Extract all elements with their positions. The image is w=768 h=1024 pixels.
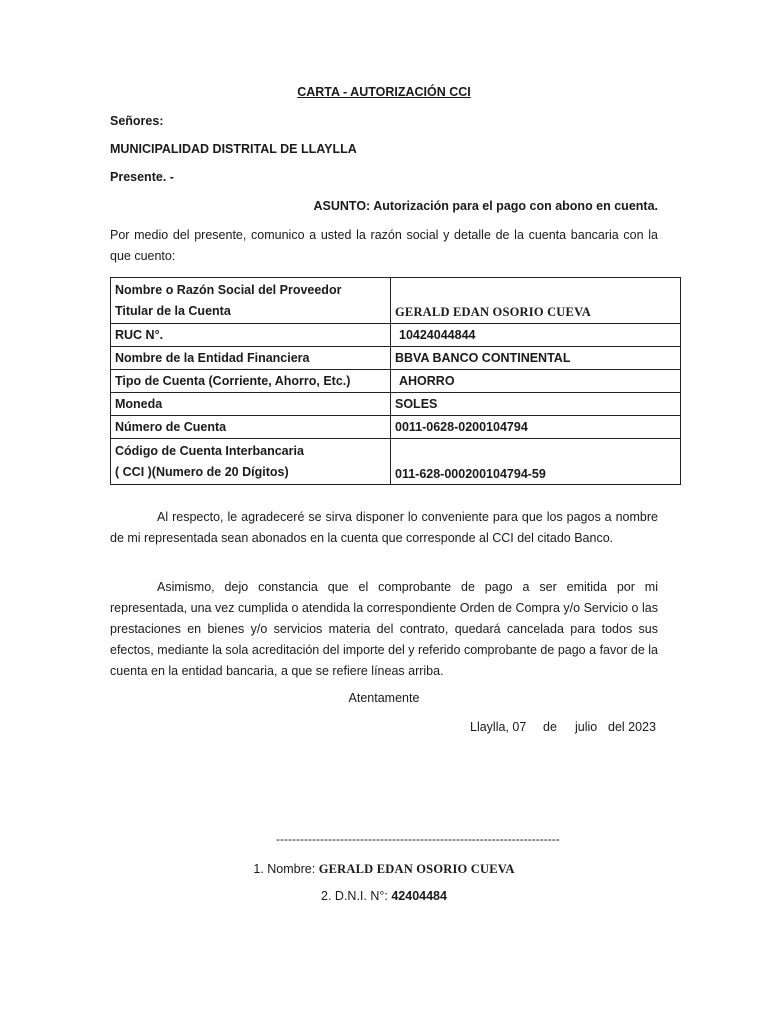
paragraph-2: Asimismo, dejo constancia que el comprobante de pago a ser emitida por mi representada, una vez cumplida o atendida la correspondiente Orden de Compra y/o Servicio o las prestaciones en bienes y/o servicios materia del contrato, quedará cancelada para todos sus efectos, mediante la sola acreditación del importe del y referido comprobante de pago a favor de la cuenta en la entidad bancaria, a que se refiere líneas arriba.	[110, 580, 658, 678]
row-label: Nombre de la Entidad Financiera	[111, 347, 391, 370]
cci-value: 011-628-000200104794-59	[391, 439, 681, 485]
table-row	[111, 324, 681, 347]
signature-dni-value: 42404484	[391, 889, 447, 903]
signature-dni	[0, 889, 768, 903]
row-label	[111, 439, 391, 485]
row-label: Moneda	[111, 393, 391, 416]
table-row	[111, 278, 681, 324]
bank-value: BBVA BANCO CONTINENTAL	[391, 347, 681, 370]
letter-title: CARTA - AUTORIZACIÓN CCI	[297, 85, 471, 99]
row-label-line1: Código de Cuenta Interbancaria	[115, 443, 304, 458]
date-year: del 2023	[608, 720, 656, 734]
subject-line	[314, 199, 659, 213]
recipient: MUNICIPALIDAD DISTRITAL DE LLAYLLA	[110, 142, 357, 156]
table-row	[111, 439, 681, 485]
row-label-line1: Nombre o Razón Social del Proveedor	[115, 282, 342, 297]
closing: Atentamente	[348, 691, 420, 705]
table-row	[111, 370, 681, 393]
date-de: de	[543, 720, 557, 734]
subject-text: Autorización para el pago con abono en cuenta.	[373, 199, 658, 213]
currency-value: SOLES	[391, 393, 681, 416]
salutation: Señores:	[110, 114, 164, 128]
intro-paragraph: Por medio del presente, comunico a usted la razón social y detalle de la cuenta bancaria con la que cuento:	[110, 228, 658, 263]
row-label	[111, 278, 391, 324]
subject-label: ASUNTO:	[313, 199, 371, 213]
row-label-line2: ( CCI )(Numero de 20 Dígitos)	[115, 464, 289, 479]
row-label: Tipo de Cuenta (Corriente, Ahorro, Etc.)	[111, 370, 391, 393]
signature-dni-label: 2. D.N.I. N°:	[321, 889, 388, 903]
presente: Presente. -	[110, 170, 174, 184]
table-row	[111, 393, 681, 416]
signature-name-value: GERALD EDAN OSORIO CUEVA	[318, 862, 515, 876]
paragraph-1: Al respecto, le agradeceré se sirva disponer lo conveniente para que los pagos a nombre de mi representada sean abonados en la cuenta que corresponde al CCI del citado Banco.	[110, 510, 658, 545]
signature-name	[0, 862, 768, 877]
table-row	[111, 416, 681, 439]
date-month: julio	[575, 720, 598, 734]
row-label: RUC N°.	[111, 324, 391, 347]
row-label-line2: Titular de la Cuenta	[115, 303, 231, 318]
signature-line: -----------------------------------------------------------------------	[276, 832, 560, 846]
row-label: Número de Cuenta	[111, 416, 391, 439]
table-row	[111, 347, 681, 370]
account-type-value: AHORRO	[391, 370, 681, 393]
signature-name-label: 1. Nombre:	[253, 862, 316, 876]
date-place: Llaylla, 07	[470, 720, 527, 734]
account-holder-value: GERALD EDAN OSORIO CUEVA	[391, 278, 681, 324]
account-details-table	[110, 277, 681, 485]
ruc-value: 10424044844	[391, 324, 681, 347]
account-number-value: 0011-0628-0200104794	[391, 416, 681, 439]
